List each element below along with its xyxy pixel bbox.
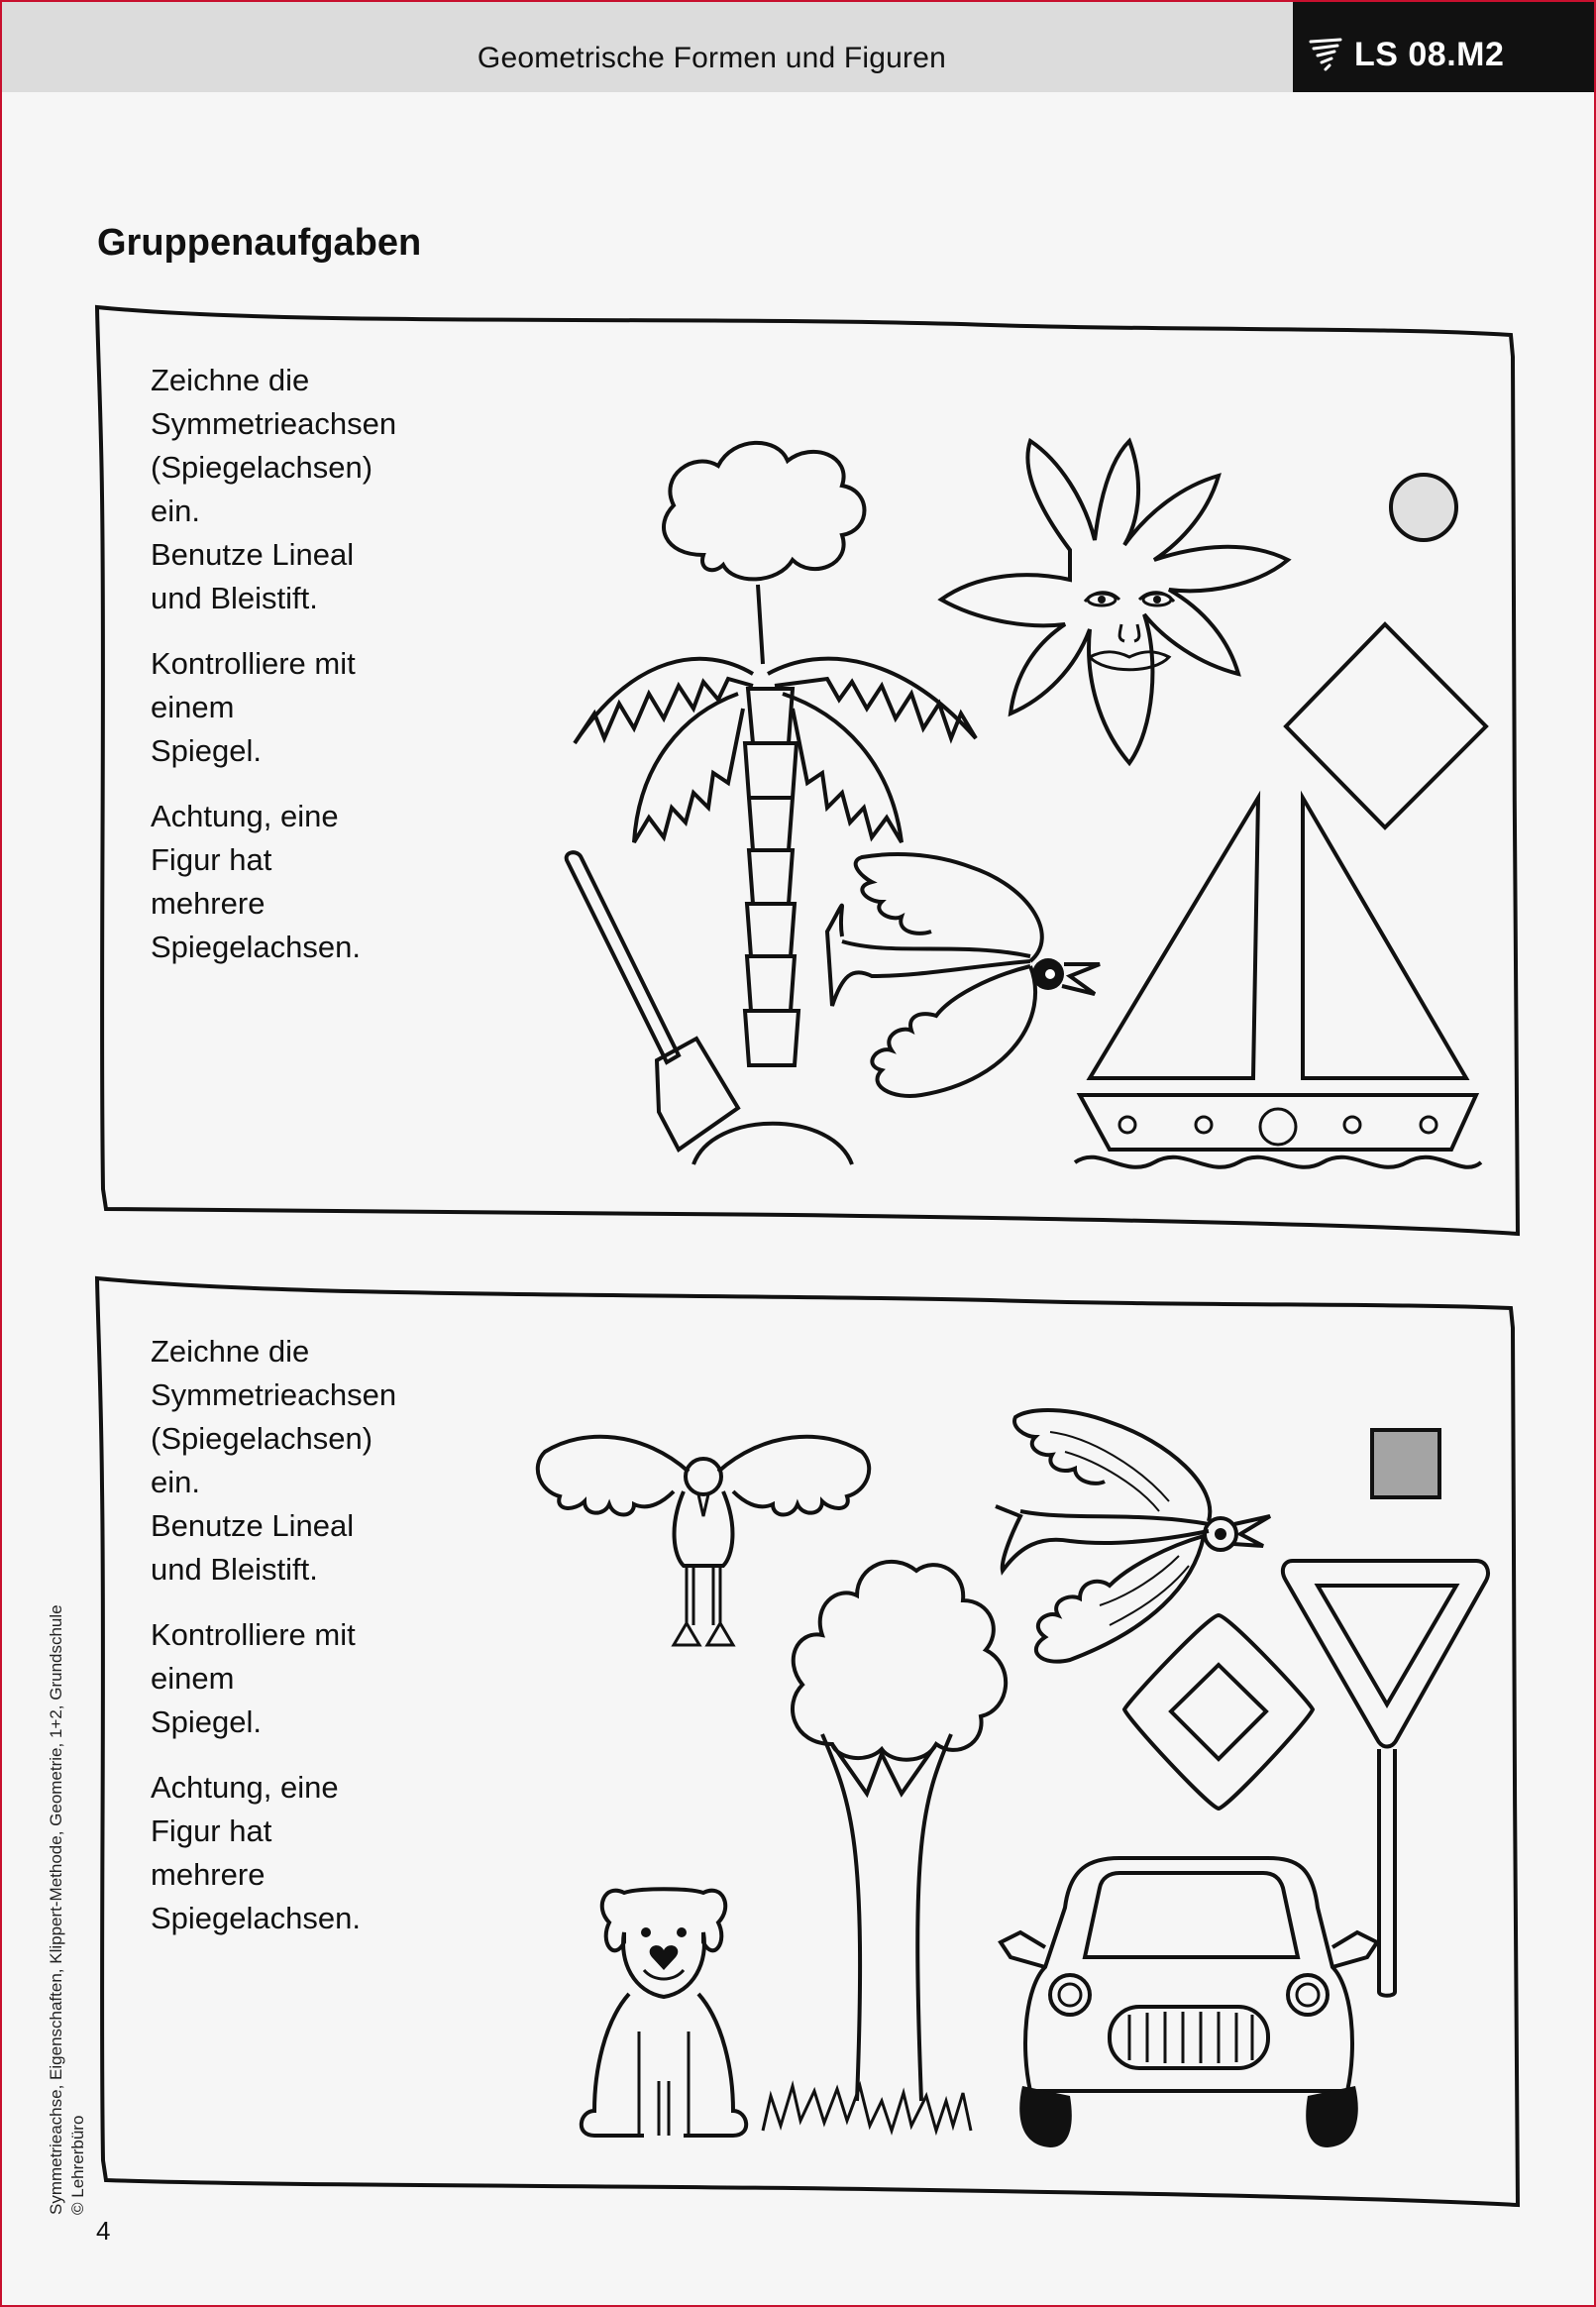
- task-1-line-2: Benutze Lineal und Bleistift.: [151, 537, 355, 615]
- header-code: LS 08.M2: [1354, 36, 1505, 73]
- bird-drawing: [822, 847, 1110, 1105]
- task-2-line-2: Benutze Lineal und Bleistift.: [151, 1508, 355, 1587]
- sun-face-drawing: [921, 431, 1337, 827]
- tornado-icon: [1309, 36, 1342, 73]
- task-2-line-4: Spiegel.: [151, 1704, 263, 1739]
- task-1-line-4: Spiegel.: [151, 733, 263, 768]
- header-code-badge: [1293, 2, 1594, 92]
- task-2-line-6: mehrere Spiegelachsen.: [151, 1857, 361, 1935]
- circle-shape: [1387, 471, 1460, 544]
- car-drawing: [991, 1848, 1387, 2155]
- task-1-line-5: Achtung, eine Figur hat: [151, 799, 339, 877]
- task-1-line-1: Zeichne die Symmetrieachsen (Spiegelachsen) ein.: [151, 363, 397, 528]
- sidebar-keywords: Symmetrieachse, Eigenschaften, Klippert-Methode, Geometrie, 1+2, Grundschule: [47, 1604, 65, 2215]
- header-band: [2, 2, 1293, 92]
- task-2-line-1: Zeichne die Symmetrieachsen (Spiegelachsen) ein.: [151, 1334, 397, 1499]
- dog-drawing: [565, 1883, 763, 2150]
- page-heading: Gruppenaufgaben: [97, 222, 422, 264]
- sailboat-drawing: [1070, 793, 1486, 1184]
- header-title: Geometrische Formen und Figuren: [477, 42, 946, 74]
- task-1-instructions: [151, 359, 396, 969]
- sidebar-credits: [46, 1561, 89, 2215]
- square-shape: [1369, 1427, 1442, 1500]
- task-2-line-3: Kontrolliere mit einem: [151, 1617, 356, 1696]
- task-2-instructions: [151, 1330, 396, 1940]
- task-1-line-6: mehrere Spiegelachsen.: [151, 886, 361, 964]
- shovel-drawing: [560, 852, 758, 1159]
- sidebar-copyright: © Lehrerbüro: [68, 2115, 87, 2215]
- page-number: 4: [96, 2216, 111, 2246]
- task-2-line-5: Achtung, eine Figur hat: [151, 1770, 339, 1848]
- task-1-line-3: Kontrolliere mit einem: [151, 646, 356, 724]
